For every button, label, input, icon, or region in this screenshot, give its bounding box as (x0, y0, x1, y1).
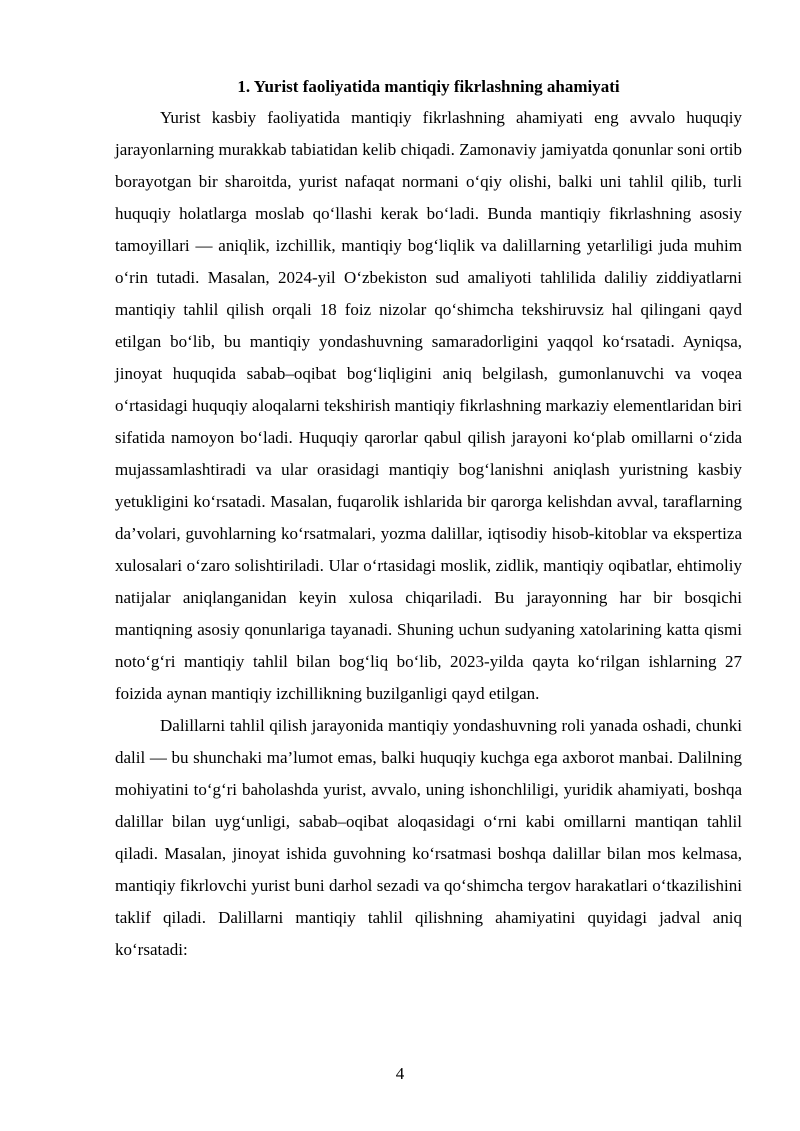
page-number: 4 (395, 1064, 405, 1083)
paragraph-1: Yurist kasbiy faoliyatida mantiqiy fikrlashning ahamiyati eng avvalo huquqiy jarayonlarning murakkab tabiatidan kelib chiqadi. Zamonaviy jamiyatda qonunlar soni ortib borayotgan bir sharoitda, yurist nafaqat normani o‘qiy olishi, balki uni tahlil qilib, turli huquqiy holatlarga moslab qo‘llashi kerak bo‘ladi. Bunda mantiqiy fikrlashning asosiy tamoyillari — aniqlik, izchillik, mantiqiy bog‘liqlik va dalillarning yetarliligi juda muhim o‘rin tutadi. Masalan, 2024-yil O‘zbekiston sud amaliyoti tahlilida daliliy ziddiyatlarni mantiqiy tahlil qilish orqali 18 foiz nizolar qo‘shimcha tekshiruvsiz hal qilingani qayd etilgan bo‘lib, bu mantiqiy yondashuvning samaradorligini yaqqol ko‘rsatadi. Ayniqsa, jinoyat huquqida sabab–oqibat bog‘liqligini aniq belgilash, gumonlanuvchi va voqea o‘rtasidagi huquqiy aloqalarni tekshirish mantiqiy fikrlashning markaziy elementlaridan biri sifatida namoyon bo‘ladi. Huquqiy qarorlar qabul qilish jarayoni ko‘plab omillarni o‘zida mujassamlashtiradi va ular orasidagi mantiqiy bog‘lanishni aniqlash yuristning kasbiy yetukligini ko‘rsatadi. Masalan, fuqarolik ishlarida bir qarorga kelishdan avval, taraflarning da’volari, guvohlarning ko‘rsatmalari, yozma dalillar, iqtisodiy hisob-kitoblar va ekspertiza xulosalari o‘zaro solishtiriladi. Ular o‘rtasidagi moslik, zidlik, mantiqiy oqibatlar, ehtimoliy natijalar aniqlanganidan keyin xulosa chiqariladi. Bu jarayonning har bir bosqichi mantiqning asosiy qonunlariga tayanadi. Shuning uchun sudyaning xatolarining katta qismi noto‘g‘ri mantiqiy tahlil bilan bog‘liq bo‘lib, 2023-yilda qayta ko‘rilgan ishlarning 27 foizida aynan mantiqiy izchillikning buzilganligi qayd etilgan. (115, 108, 742, 703)
section-heading: 1. Yurist faoliyatida mantiqiy fikrlashning ahamiyati (237, 77, 620, 96)
paragraph-2: Dalillarni tahlil qilish jarayonida mantiqiy yondashuvning roli yanada oshadi, chunki dalil — bu shunchaki ma’lumot emas, balki huquqiy kuchga ega axborot manbai. Dalilning mohiyatini to‘g‘ri baholashda yurist, avvalo, uning ishonchliligi, yuridik ahamiyati, boshqa dalillar bilan uyg‘unligi, sabab–oqibat aloqasidagi o‘rni kabi omillarni mantiqan tahlil qiladi. Masalan, jinoyat ishida guvohning ko‘rsatmasi boshqa dalillar bilan mos kelmasa, mantiqiy fikrlovchi yurist buni darhol sezadi va qo‘shimcha tergov harakatlari o‘tkazilishini taklif qiladi. Dalillarni mantiqiy tahlil qilishning ahamiyatini quyidagi jadval aniq ko‘rsatadi: (115, 716, 742, 959)
body-text (115, 102, 742, 966)
